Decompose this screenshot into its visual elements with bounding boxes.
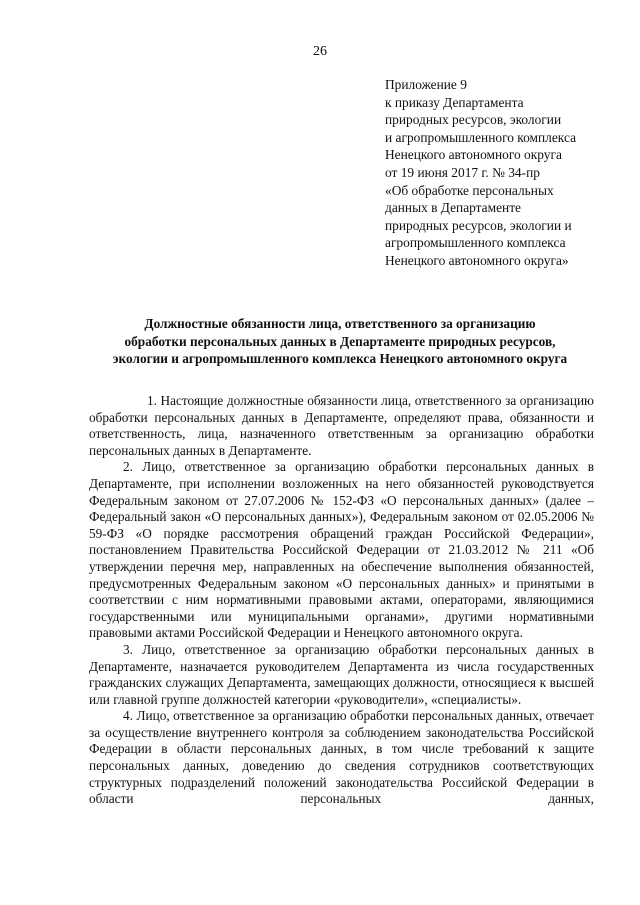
- paragraph-4: 4. Лицо, ответственное за организацию обработки персональных данных, отвечает за осуществление внутреннего контроля за соблюдением законодательства Российской Федерации в области персональных данных, в том числе требований к защите персональных данных, доведению до сведения сотрудников соответствующих структурных подразделений положений законодательства Российской Федерации в области персональных данных,: [89, 708, 594, 807]
- appendix-line: данных в Департаменте: [385, 200, 522, 216]
- paragraph-2: 2. Лицо, ответственное за организацию обработки персональных данных в Департаменте, при исполнении возложенных на него обязанностей руководствуется Федеральным законом от 27.07.2006 № 152-ФЗ «О персональных данных» (далее – Федеральный закон «О персональных данных»), Федеральным законом от 02.05.2006 № 59-ФЗ «О порядке рассмотрения обращений граждан Российской Федерации», постановлением Правительства Российской Федерации от 21.03.2012 № 211 «Об утверждении перечня мер, направленных на обеспечение выполнения обязанностей, предусмотренных Федеральным законом «О персональных данных» и принятыми в соответствии с ним нормативными правовыми актами, операторами, являющимися государственными или муниципальными органами», другими нормативными правовыми актами Российской Федерации и Ненецкого автономного округа.: [89, 459, 594, 641]
- appendix-line: Приложение 9: [385, 77, 467, 92]
- appendix-header: [385, 76, 615, 270]
- page-number: 26: [313, 44, 327, 59]
- document-title: [80, 315, 600, 368]
- paragraph-1: 1. Настоящие должностные обязанности лица, ответственного за организацию обработки персональных данных в Департаменте, определяют права, обязанности и ответственность, лица, назначенного ответственным за организацию обработки персональных данных в Департаменте.: [89, 393, 594, 458]
- appendix-line: «Об обработке персональных: [385, 182, 554, 198]
- appendix-line: Ненецкого автономного округа»: [385, 252, 569, 268]
- appendix-line: от 19 июня 2017 г. № 34-пр: [385, 164, 540, 180]
- appendix-line: агропромышленного комплекса: [385, 235, 566, 251]
- appendix-line: к приказу Департамента: [385, 94, 524, 110]
- appendix-line: природных ресурсов, экологии: [385, 112, 562, 128]
- title-line: обработки персональных данных в Департаменте природных ресурсов,: [124, 333, 556, 349]
- appendix-line: и агропромышленного комплекса: [385, 129, 577, 145]
- document-body: [89, 393, 594, 808]
- title-line: Должностные обязанности лица, ответственного за организацию: [144, 316, 536, 331]
- appendix-line: природных ресурсов, экологии и: [385, 217, 572, 233]
- title-line: экологии и агропромышленного комплекса Ненецкого автономного округа: [112, 351, 568, 367]
- paragraph-3: 3. Лицо, ответственное за организацию обработки персональных данных в Департаменте, назначается руководителем Департамента из числа государственных гражданских служащих Департамента, замещающих должности, относящиеся к высшей или главной группе должностей категории «руководители», «специалисты».: [89, 641, 594, 707]
- appendix-line: Ненецкого автономного округа: [385, 147, 562, 163]
